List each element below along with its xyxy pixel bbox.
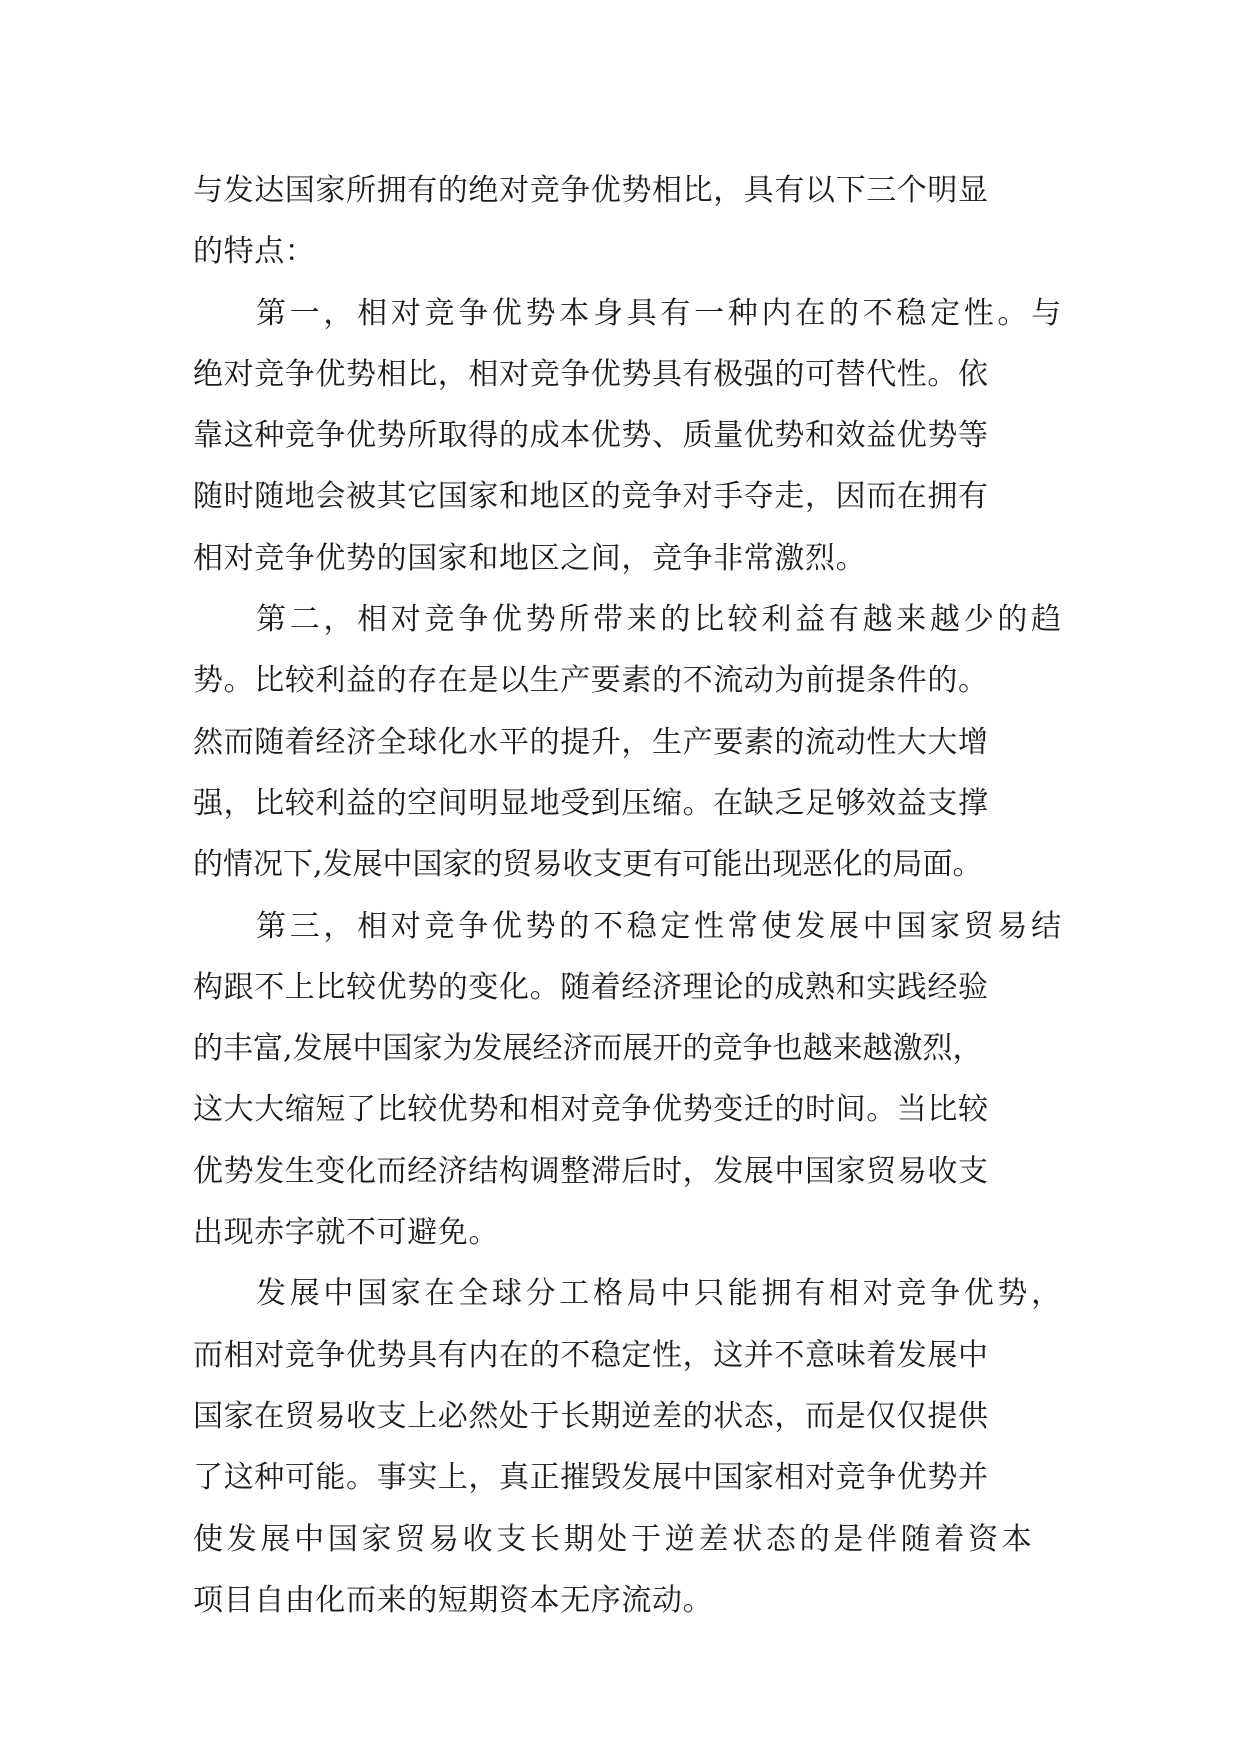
text-line: 构跟不上比较优势的变化。随着经济理论的成熟和实践经验 xyxy=(193,969,989,1005)
text-line: 相对竞争优势的国家和地区之间，竞争非常激烈。 xyxy=(193,540,867,576)
text-line: 与发达国家所拥有的绝对竞争优势相比，具有以下三个明显 xyxy=(193,173,989,208)
text-line: 绝对竞争优势相比，相对竞争优势具有极强的可替代性。依 xyxy=(193,356,989,392)
paragraph-first-line: 第二，相对竞争优势所带来的比较利益有越来越少的趋 xyxy=(256,602,1065,638)
text-line: 这大大缩短了比较优势和相对竞争优势变迁的时间。当比较 xyxy=(193,1092,989,1128)
text-line: 然而随着经济全球化水平的提升，生产要素的流动性大大增 xyxy=(193,724,989,760)
text-line: 随时随地会被其它国家和地区的竞争对手夺走，因而在拥有 xyxy=(193,479,989,515)
body-text xyxy=(193,160,1093,1631)
text-line: 优势发生变化而经济结构调整滞后时，发展中国家贸易收支 xyxy=(193,1153,989,1189)
text-line: 的情况下,发展中国家的贸易收支更有可能出现恶化的局面。 xyxy=(193,847,983,883)
paragraph-first-line: 第三，相对竞争优势的不稳定性常使发展中国家贸易结 xyxy=(256,908,1065,944)
text-line: 国家在贸易收支上必然处于长期逆差的状态，而是仅仅提供 xyxy=(193,1398,989,1434)
text-line: 出现赤字就不可避免。 xyxy=(193,1215,499,1251)
text-line: 使发展中国家贸易收支长期处于逆差状态的是伴随着资本 xyxy=(193,1521,1036,1557)
text-line: 靠这种竞争优势所取得的成本优势、质量优势和效益优势等 xyxy=(193,418,989,454)
text-line: 的丰富,发展中国家为发展经济而展开的竞争也越来越激烈， xyxy=(193,1031,983,1067)
text-line: 势。比较利益的存在是以生产要素的不流动为前提条件的。 xyxy=(193,663,989,699)
paragraph-first-line: 发展中国家在全球分工格局中只能拥有相对竞争优势， xyxy=(256,1276,1065,1312)
text-line: 而相对竞争优势具有内在的不稳定性，这并不意味着发展中 xyxy=(193,1337,989,1373)
text-line: 的特点： xyxy=(193,234,316,270)
text-line: 了这种可能。事实上，真正摧毁发展中国家相对竞争优势并 xyxy=(193,1460,989,1496)
text-line: 项目自由化而来的短期资本无序流动。 xyxy=(193,1582,714,1618)
text-line: 强，比较利益的空间明显地受到压缩。在缺乏足够效益支撑 xyxy=(193,785,989,821)
paragraph-first-line: 第一，相对竞争优势本身具有一种内在的不稳定性。与 xyxy=(256,295,1065,331)
